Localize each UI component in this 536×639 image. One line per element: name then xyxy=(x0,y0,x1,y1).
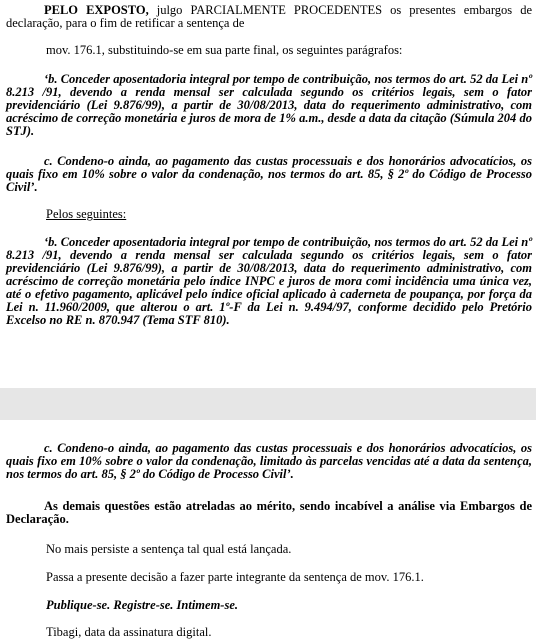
tibagi-line: Tibagi, data da assinatura digital. xyxy=(46,625,212,639)
document-page-2 xyxy=(0,420,536,637)
passa-line: Passa a presente decisão a fazer parte integrante da sentença de mov. 176.1. xyxy=(46,570,424,584)
intro-paragraph xyxy=(6,4,532,30)
intro-rest: julgo PARCIALMENTE PROCEDENTES os presentes embargos de declaração, para o fim de retificar a sentença de xyxy=(6,3,532,30)
paragraph-b-new: ‘b. Conceder aposentadoria integral por tempo de contribuição, nos termos do art. 52 da Lei nº 8.213 /91, devendo a renda mensal ser calculada segundo os critérios legais, sem o fator previdenciário (Lei 9.876/99), a partir de 30/08/2013, data do requerimento administrativo, com acréscimo de correção monetária pelo índice INPC e juros de mora comi incidência uma única vez, até o efetivo pagamento, aplicável pelo índice oficial aplicado à caderneta de poupança, por força da Lei n. 11.960/2009, que alterou o art. 1º-F da Lei n. 9.494/97, conforme decidido pelo Pretório Excelso no RE n. 870.947 (Tema STF 810). xyxy=(6,235,532,327)
paragraph-c-old: c. Condeno-o ainda, ao pagamento das custas processuais e dos honorários advocatícios, os quais fixo em 10% sobre o valor da condenação, nos termos do art. 85, § 2º do Código de Processo Civil’. xyxy=(6,154,532,194)
paragraph-c-new: c. Condeno-o ainda, ao pagamento das custas processuais e dos honorários advocatícios, os quais fixo em 10% sobre o valor da condenação, limitado às parcelas vencidas até a data da sentença, nos termos do art. 85, § 2º do Código de Processo Civil’. xyxy=(6,441,532,481)
no-mais-line: No mais persiste a sentença tal qual está lançada. xyxy=(46,542,292,556)
page-separator xyxy=(0,388,536,420)
intro-lead: PELO EXPOSTO, xyxy=(44,3,149,17)
paragraph-b-old: ‘b. Conceder aposentadoria integral por tempo de contribuição, nos termos do art. 52 da Lei nº 8.213 /91, devendo a renda mensal ser calculada segundo os critérios legais, sem o fator previdenciário (Lei 9.876/99), a partir de 30/08/2013, data do requerimento administrativo, com acréscimo de correção monetária e juros de mora de 1% a.m., desde a data da citação (Súmula 204 do STJ). xyxy=(6,72,532,138)
publique-line: Publique-se. Registre-se. Intimem-se. xyxy=(46,598,238,612)
demais-questoes-paragraph: As demais questões estão atreladas ao mérito, sendo incabível a análise via Embargos de Declaração. xyxy=(6,499,532,526)
pelos-seguintes-label: Pelos seguintes: xyxy=(46,207,127,221)
intro-line-2: mov. 176.1, substituindo-se em sua parte final, os seguintes parágrafos: xyxy=(46,43,403,57)
